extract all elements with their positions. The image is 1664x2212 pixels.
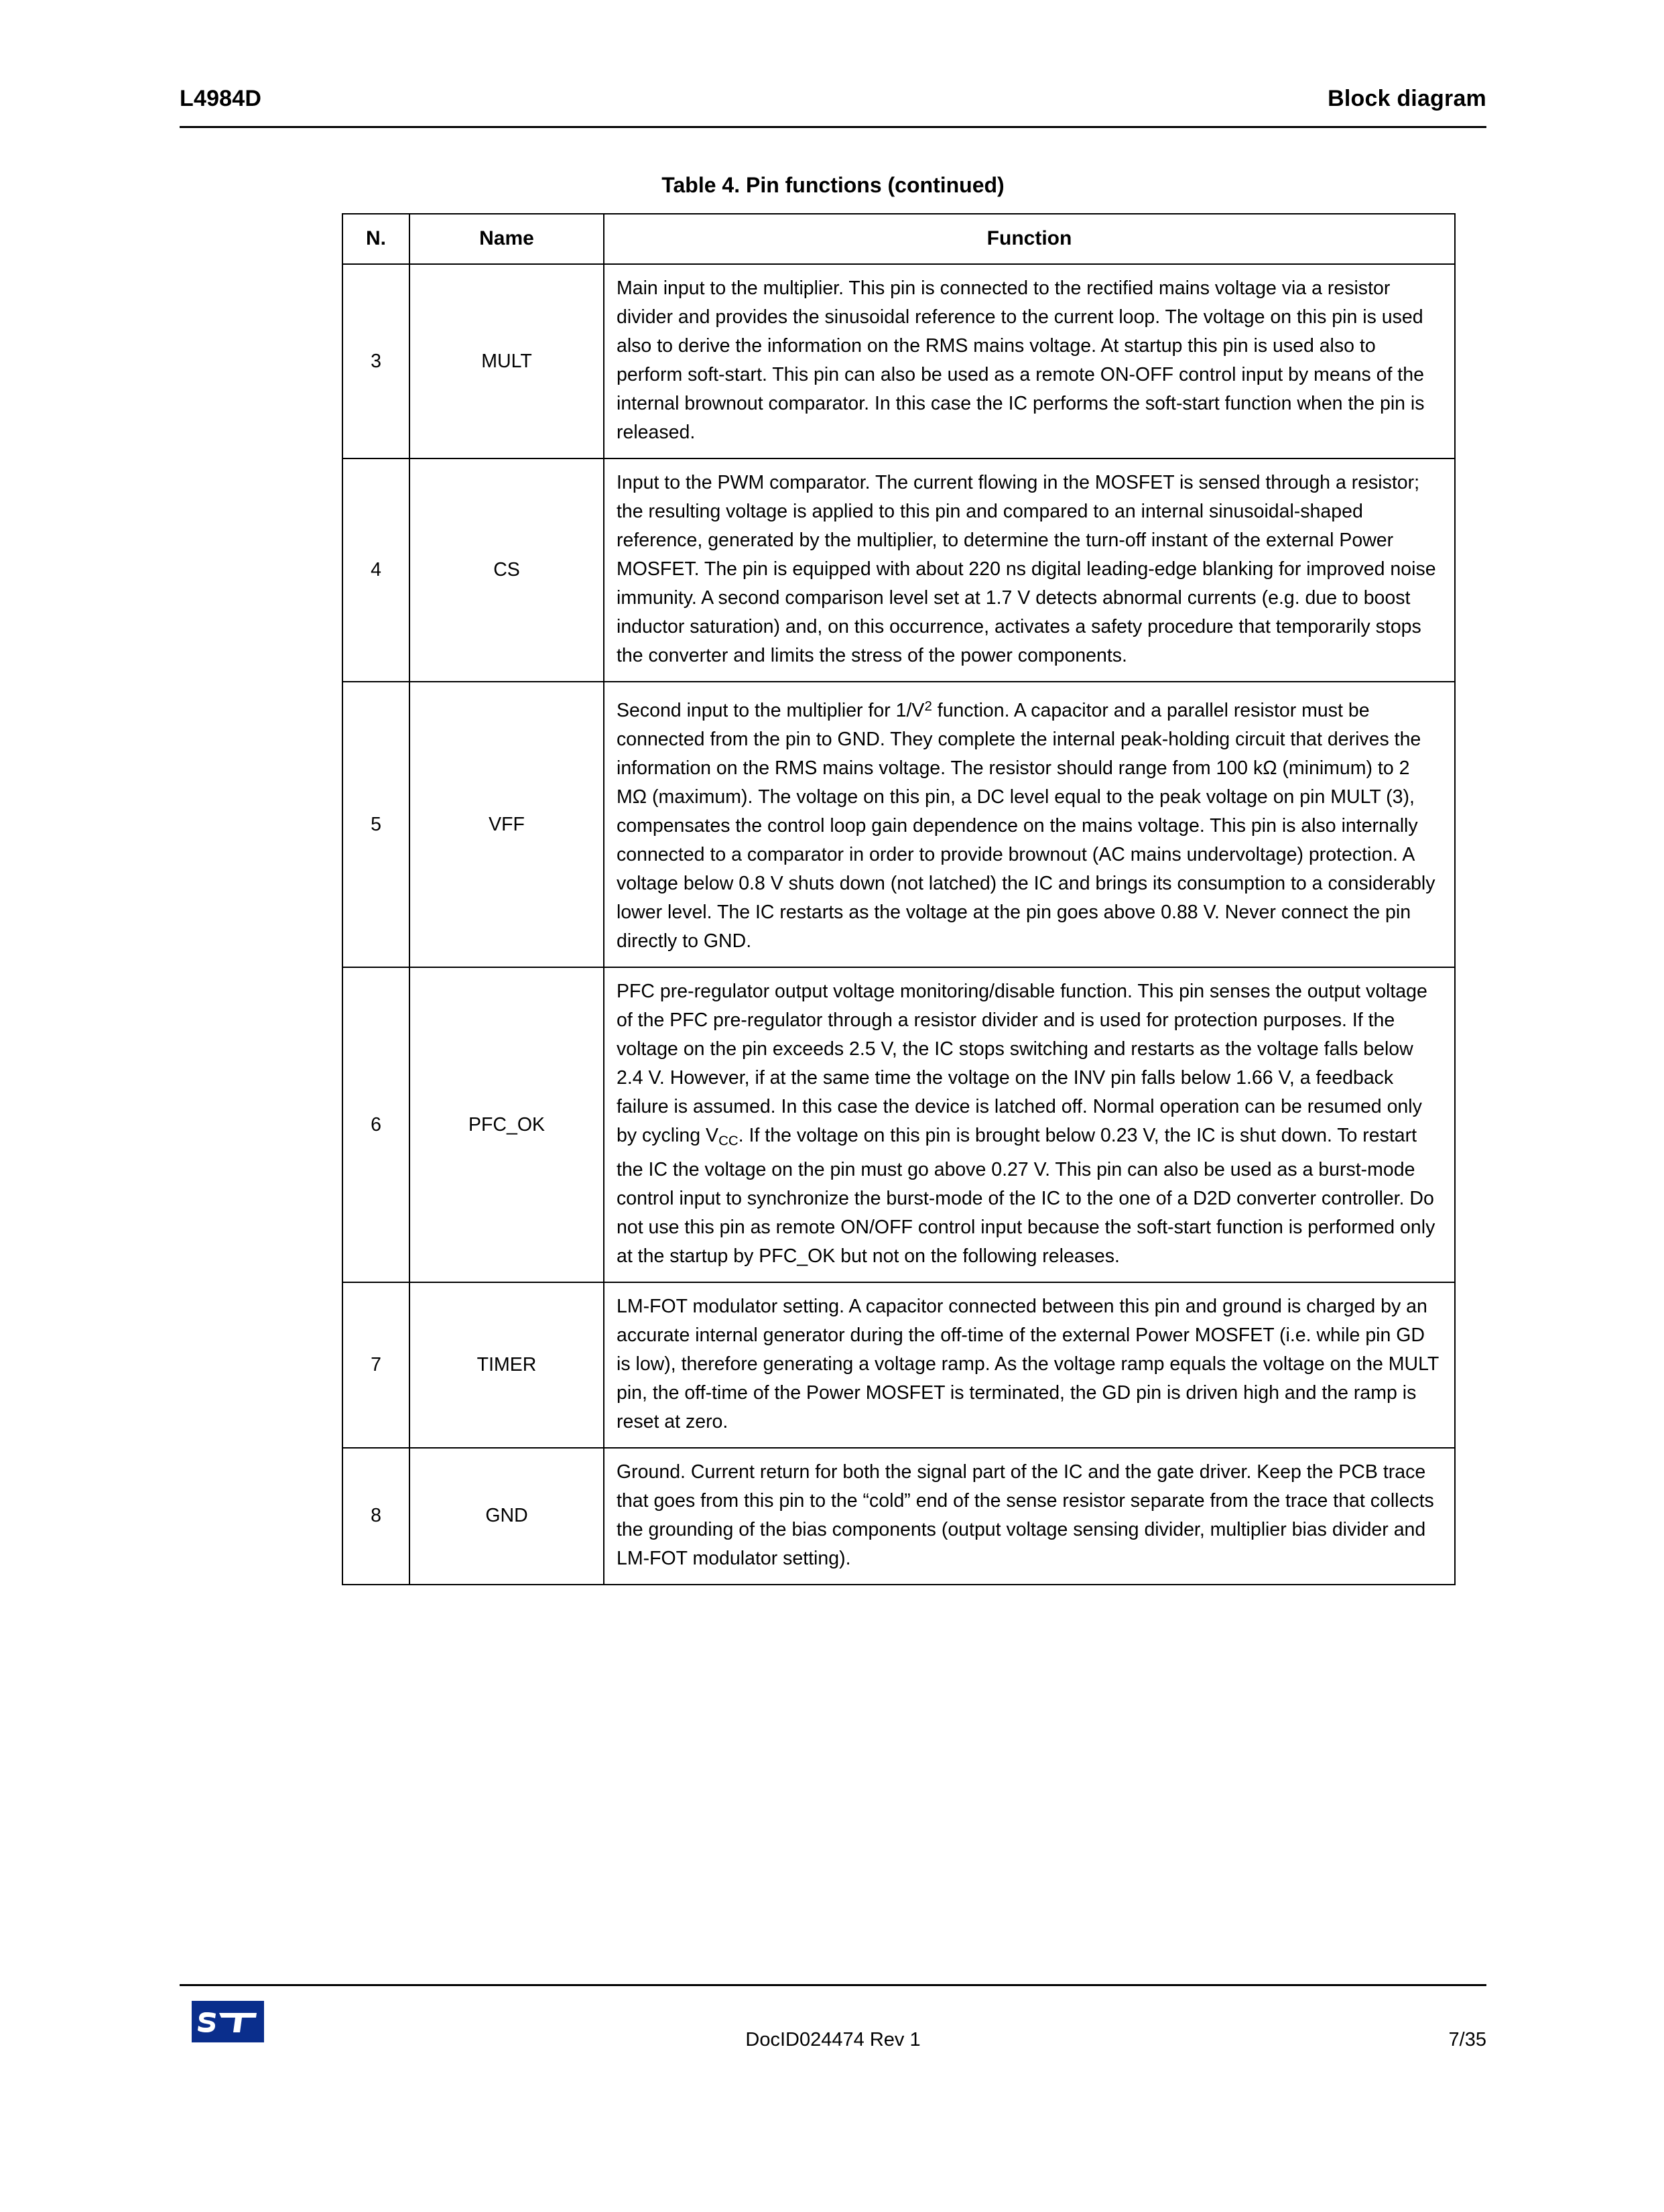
column-header-number: N. [342, 214, 409, 264]
cell-pin-number: 3 [342, 264, 409, 458]
cell-pin-function: Input to the PWM comparator. The current flowing in the MOSFET is sensed through a resistor; the resulting voltage is applied to this pin and compared to an internal sinusoidal-shaped reference, generated by the multiplier, to determine the turn-off instant of the external Power MOSFET. The pin is equipped with about 220 ns digital leading-edge blanking for improved noise immunity. A second comparison level set at 1.7 V detects abnormal currents (e.g. due to boost inductor saturation) and, on this occurrence, activates a safety procedure that temporarily stops the converter and limits the stress of the power components. [604, 458, 1455, 682]
cell-pin-number: 7 [342, 1282, 409, 1448]
pin-functions-table [342, 213, 1456, 1585]
table-caption: Table 4. Pin functions (continued) [661, 173, 1005, 197]
header-divider [180, 126, 1486, 128]
table-header-row [342, 214, 1455, 264]
table-header-row-group [342, 214, 1455, 264]
cell-pin-name: PFC_OK [409, 967, 604, 1282]
table-row [342, 1282, 1455, 1448]
cell-pin-function: Ground. Current return for both the signal part of the IC and the gate driver. Keep the PCB trace that goes from this pin to the “cold” end of the sense resistor separate from the trace that collects the grounding of the bias components (output voltage sensing divider, multiplier bias divider and LM-FOT modulator setting). [604, 1448, 1455, 1585]
column-header-function: Function [604, 214, 1455, 264]
header-section-title: Block diagram [1328, 86, 1486, 111]
cell-pin-function: PFC pre-regulator output voltage monitoring/disable function. This pin senses the output voltage of the PFC pre-regulator through a resistor divider and is used for protection purposes. If the voltage on the pin exceeds 2.5 V, the IC stops switching and restarts as the voltage falls below 2.4 V. However, if at the same time the voltage on the INV pin falls below 1.66 V, a feedback failure is assumed. In this case the device is latched off. Normal operation can be resumed only by cycling $V_{CC}$. If the voltage on this pin is brought below 0.23 V, the IC is shut down. To restart the IC the voltage on the pin must go above 0.27 V. This pin can also be used as a burst-mode control input to synchronize the burst-mode of the IC to the one of a D2D converter controller. Do not use this pin as remote ON/OFF control input because the soft-start function is performed only at the startup by PFC_OK but not on the following releases. [604, 967, 1455, 1282]
cell-pin-number: 4 [342, 458, 409, 682]
footer-divider [180, 1984, 1486, 1986]
table-body [342, 264, 1455, 1585]
table-row [342, 967, 1455, 1282]
cell-pin-name: MULT [409, 264, 604, 458]
page-footer [180, 1994, 1486, 2054]
footer-doc-id: DocID024474 Rev 1 [745, 2029, 921, 2050]
cell-pin-name: GND [409, 1448, 604, 1585]
cell-pin-function: Second input to the multiplier for $1/V^2$ function. A capacitor and a parallel resistor must be connected from the pin to GND. They complete the internal peak-holding circuit that derives the information on the RMS mains voltage. The resistor should range from 100 kΩ (minimum) to 2 MΩ (maximum). The voltage on this pin, a DC level equal to the peak voltage on pin MULT (3), compensates the control loop gain dependence on the mains voltage. This pin is also internally connected to a comparator in order to provide brownout (AC mains undervoltage) protection. A voltage below 0.8 V shuts down (not latched) the IC and brings its consumption to a considerably lower level. The IC restarts as the voltage at the pin goes above 0.88 V. Never connect the pin directly to GND. [604, 682, 1455, 967]
header-part-number: L4984D [180, 86, 262, 111]
column-header-name: Name [409, 214, 604, 264]
table-row [342, 458, 1455, 682]
cell-pin-name: TIMER [409, 1282, 604, 1448]
cell-pin-name: CS [409, 458, 604, 682]
footer-page-number: 7/35 [1448, 2029, 1486, 2050]
cell-pin-function: LM-FOT modulator setting. A capacitor connected between this pin and ground is charged by an accurate internal generator during the off-time of the external Power MOSFET (i.e. while pin GD is low), therefore generating a voltage ramp. As the voltage ramp equals the voltage on the MULT pin, the off-time of the Power MOSFET is terminated, the GD pin is driven high and the ramp is reset at zero. [604, 1282, 1455, 1448]
page-header [180, 86, 1486, 112]
cell-pin-number: 8 [342, 1448, 409, 1585]
table-row [342, 264, 1455, 458]
table-row [342, 682, 1455, 967]
pin-functions-table-wrapper [342, 213, 1454, 1585]
cell-pin-number: 6 [342, 967, 409, 1282]
cell-pin-name: VFF [409, 682, 604, 967]
cell-pin-function: Main input to the multiplier. This pin is connected to the rectified mains voltage via a resistor divider and provides the sinusoidal reference to the current loop. The voltage on this pin is used also to derive the information on the RMS mains voltage. At startup this pin is used also to perform soft-start. This pin can also be used as a remote ON-OFF control input by means of the internal brownout comparator. In this case the IC performs the soft-start function when the pin is released. [604, 264, 1455, 458]
cell-pin-number: 5 [342, 682, 409, 967]
table-row [342, 1448, 1455, 1585]
